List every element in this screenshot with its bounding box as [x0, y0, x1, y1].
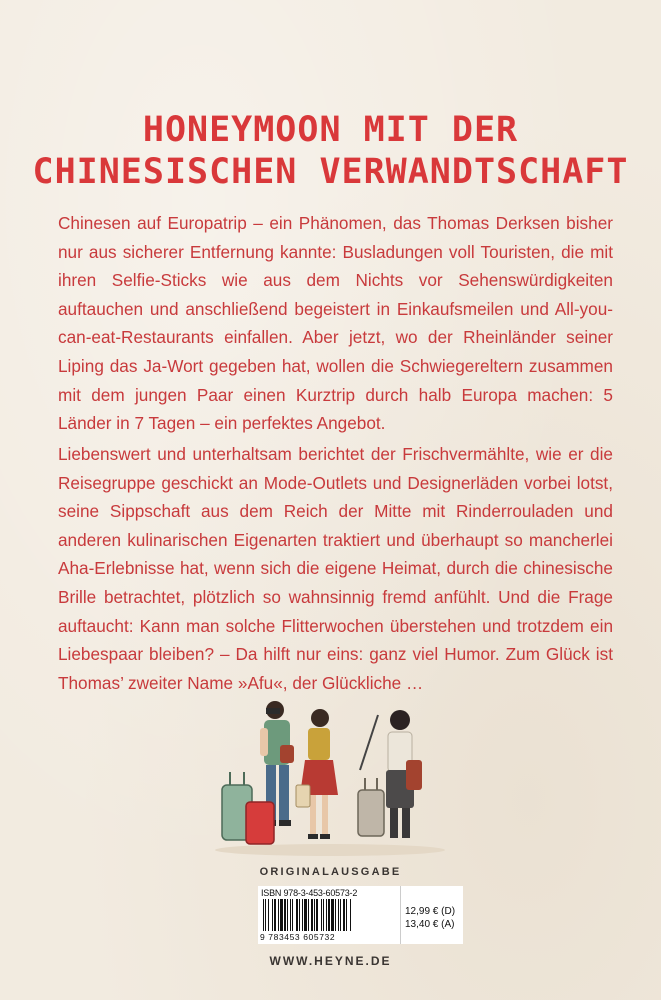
- barcode-bar: [292, 899, 293, 931]
- barcode-bar: [278, 899, 279, 931]
- barcode-bar: [296, 899, 298, 931]
- tourist-family-illustration: [200, 690, 460, 860]
- barcode-bar: [304, 899, 307, 931]
- price-germany: 12,99 € (D): [405, 906, 456, 917]
- barcode-bar: [323, 899, 324, 931]
- barcode-bar: [302, 899, 303, 931]
- barcode-bar: [263, 899, 264, 931]
- barcode-bar: [328, 899, 330, 931]
- woman-with-selfie-stick-figure: [386, 710, 422, 838]
- barcode-bar: [287, 899, 288, 931]
- isbn-label: ISBN 978-3-453-60573-2: [261, 888, 358, 898]
- barcode-bar: [314, 899, 315, 931]
- price-box: [400, 886, 463, 944]
- barcode-bar: [326, 899, 327, 931]
- barcode-bar: [290, 899, 291, 931]
- barcode-bars: [261, 899, 397, 931]
- barcode-bar: [280, 899, 283, 931]
- title-line-1: HONEYMOON MIT DER: [142, 110, 519, 150]
- barcode-bar: [331, 899, 334, 931]
- barcode-bar: [272, 899, 273, 931]
- barcode-bar: [308, 899, 309, 931]
- barcode-bar: [346, 899, 347, 931]
- blurb-paragraph-1: Chinesen auf Europatrip – ein Phänomen, das Thomas Derksen bisher nur aus sicherer Entfernung kannte: Busladungen voll Touristen, die mit ihren Selfie-Sticks wie aus dem Nichts vor Sehenswürdigkeiten auftauchen und anschließend begeistert in Einkaufsmeilen und All-you-can-eat-Restaurants einfallen. Aber jetzt, wo der Rheinländer seiner Liping das Ja-Wort gegeben hat, wollen die Schwiegereltern zusammen mit dem jungen Paar einen Kurztrip durch halb Europa machen: 5 Länder in 7 Tagen – ein perfektes Angebot.: [58, 213, 613, 434]
- barcode-bar: [340, 899, 341, 931]
- edition-label: ORIGINALAUSGABE: [259, 866, 402, 878]
- publisher-website: WWW.HEYNE.DE: [269, 954, 392, 968]
- barcode-bar: [274, 899, 276, 931]
- barcode-bar: [265, 899, 266, 931]
- barcode-bar: [350, 899, 351, 931]
- barcode-bar: [299, 899, 300, 931]
- title-line-2: CHINESISCHEN VERWANDTSCHAFT: [32, 152, 629, 192]
- woman-with-camera-figure: [296, 709, 338, 839]
- barcode-bar: [321, 899, 322, 931]
- barcode-bar: [335, 899, 336, 931]
- barcode-bar: [316, 899, 318, 931]
- barcode-bar: [338, 899, 339, 931]
- barcode-bar: [343, 899, 345, 931]
- barcode: [258, 886, 400, 944]
- barcode-digits: 9 783453 605732: [260, 932, 336, 942]
- barcode-bar: [268, 899, 269, 931]
- barcode-bar: [284, 899, 286, 931]
- blurb-paragraph-2: Liebenswert und unterhaltsam berichtet der Frischvermählte, wie er die Reisegruppe geschickt an Mode-Outlets und Designerläden vorbei lotst, seine Sippschaft aus dem Reich der Mitte mit Rinderrouladen und anderen kulinarischen Eigenarten traktiert und überhaupt so mancherlei Aha-Erlebnisse hat, wenn sich die eigene Heimat, durch die chinesische Brille betrachtet, plötzlich so wahnsinnig fremd anfühlt. Und die Frage auftaucht: Kann man solche Flitterwochen überstehen und trotzdem ein Liebespaar bleiben? – Da hilft nur eins: ganz viel Humor. Zum Glück ist Thomas’ zweiter Name »Afu«, der Glückliche …: [58, 444, 613, 693]
- barcode-bar: [311, 899, 313, 931]
- price-austria: 13,40 € (A): [405, 919, 455, 930]
